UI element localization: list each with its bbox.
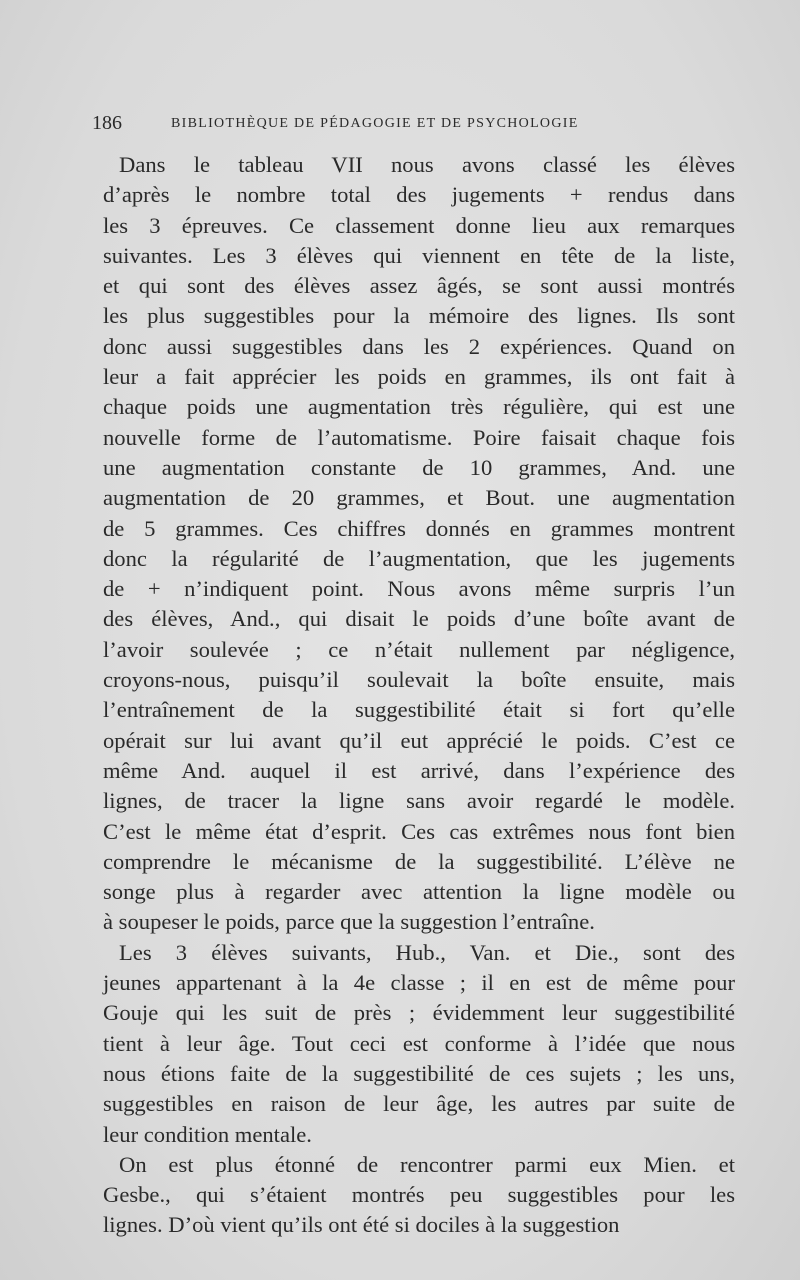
text-line: leur a fait apprécier les poids en grammes, ils ont fait à xyxy=(103,364,735,390)
text-line: nouvelle forme de l’automatisme. Poire faisait chaque fois xyxy=(103,424,735,450)
text-line: les 3 épreuves. Ce classement donne lieu aux remarques xyxy=(103,212,735,238)
text-line: lignes, de tracer la ligne sans avoir regardé le modèle. xyxy=(103,788,735,814)
text-line: l’avoir soulevée ; ce n’était nullement par négligence, xyxy=(103,636,735,662)
text-line: à soupeser le poids, parce que la suggestion l’entraîne. xyxy=(103,909,595,935)
text-line: nous étions faite de la suggestibilité de ces sujets ; les uns, xyxy=(103,1060,735,1086)
text-line: les plus suggestibles pour la mémoire des lignes. Ils sont xyxy=(103,303,735,329)
text-line: des élèves, And., qui disait le poids d’une boîte avant de xyxy=(103,606,735,632)
text-line: d’après le nombre total des jugements + rendus dans xyxy=(103,182,735,208)
text-line: et qui sont des élèves assez âgés, se sont aussi montrés xyxy=(103,273,735,299)
text-line: augmentation de 20 grammes, et Bout. une augmentation xyxy=(103,485,735,511)
paragraph xyxy=(103,150,735,938)
text-line: opérait sur lui avant qu’il eut apprécié le poids. C’est ce xyxy=(103,727,735,753)
text-line: suggestibles en raison de leur âge, les autres par suite de xyxy=(103,1091,735,1117)
text-line: Gouje qui les suit de près ; évidemment leur suggestibilité xyxy=(103,1000,735,1026)
text-line: Dans le tableau VII nous avons classé les élèves xyxy=(119,152,735,177)
text-line: jeunes appartenant à la 4e classe ; il en est de même pour xyxy=(103,970,735,996)
paragraph xyxy=(103,938,735,1150)
text-line: croyons-nous, puisqu’il soulevait la boîte ensuite, mais xyxy=(103,667,735,693)
text-line: lignes. D’où vient qu’ils ont été si dociles à la suggestion xyxy=(103,1212,620,1238)
page-number: 186 xyxy=(92,112,122,134)
text-line: On est plus étonné de rencontrer parmi eux Mien. et xyxy=(119,1151,735,1177)
text-line: de 5 grammes. Ces chiffres donnés en grammes montrent xyxy=(103,515,735,541)
text-line: C’est le même état d’esprit. Ces cas extrêmes nous font bien xyxy=(103,818,735,844)
text-line: donc la régularité de l’augmentation, que les jugements xyxy=(103,545,735,571)
text-line: comprendre le mécanisme de la suggestibilité. L’élève ne xyxy=(103,848,735,874)
text-line: songe plus à regarder avec attention la ligne modèle ou xyxy=(103,879,735,905)
paragraph xyxy=(103,1150,735,1241)
text-line: de + n’indiquent point. Nous avons même surpris l’un xyxy=(103,576,735,602)
text-line: leur condition mentale. xyxy=(103,1121,312,1147)
page-header xyxy=(92,112,652,136)
text-line: Gesbe., qui s’étaient montrés peu suggestibles pour les xyxy=(103,1182,735,1208)
text-line: l’entraînement de la suggestibilité était si fort qu’elle xyxy=(103,697,735,723)
text-line: chaque poids une augmentation très régulière, qui est une xyxy=(103,394,735,420)
text-line: tient à leur âge. Tout ceci est conforme à l’idée que nous xyxy=(103,1030,735,1056)
running-head: BIBLIOTHÈQUE DE PÉDAGOGIE ET DE PSYCHOLOGIE xyxy=(171,116,579,131)
text-line: donc aussi suggestibles dans les 2 expériences. Quand on xyxy=(103,333,735,359)
text-line: Les 3 élèves suivants, Hub., Van. et Die., sont des xyxy=(119,939,735,965)
text-line: une augmentation constante de 10 grammes, And. une xyxy=(103,454,735,480)
text-line: même And. auquel il est arrivé, dans l’expérience des xyxy=(103,757,735,783)
text-line: suivantes. Les 3 élèves qui viennent en tête de la liste, xyxy=(103,242,735,268)
body-text xyxy=(103,150,735,1241)
